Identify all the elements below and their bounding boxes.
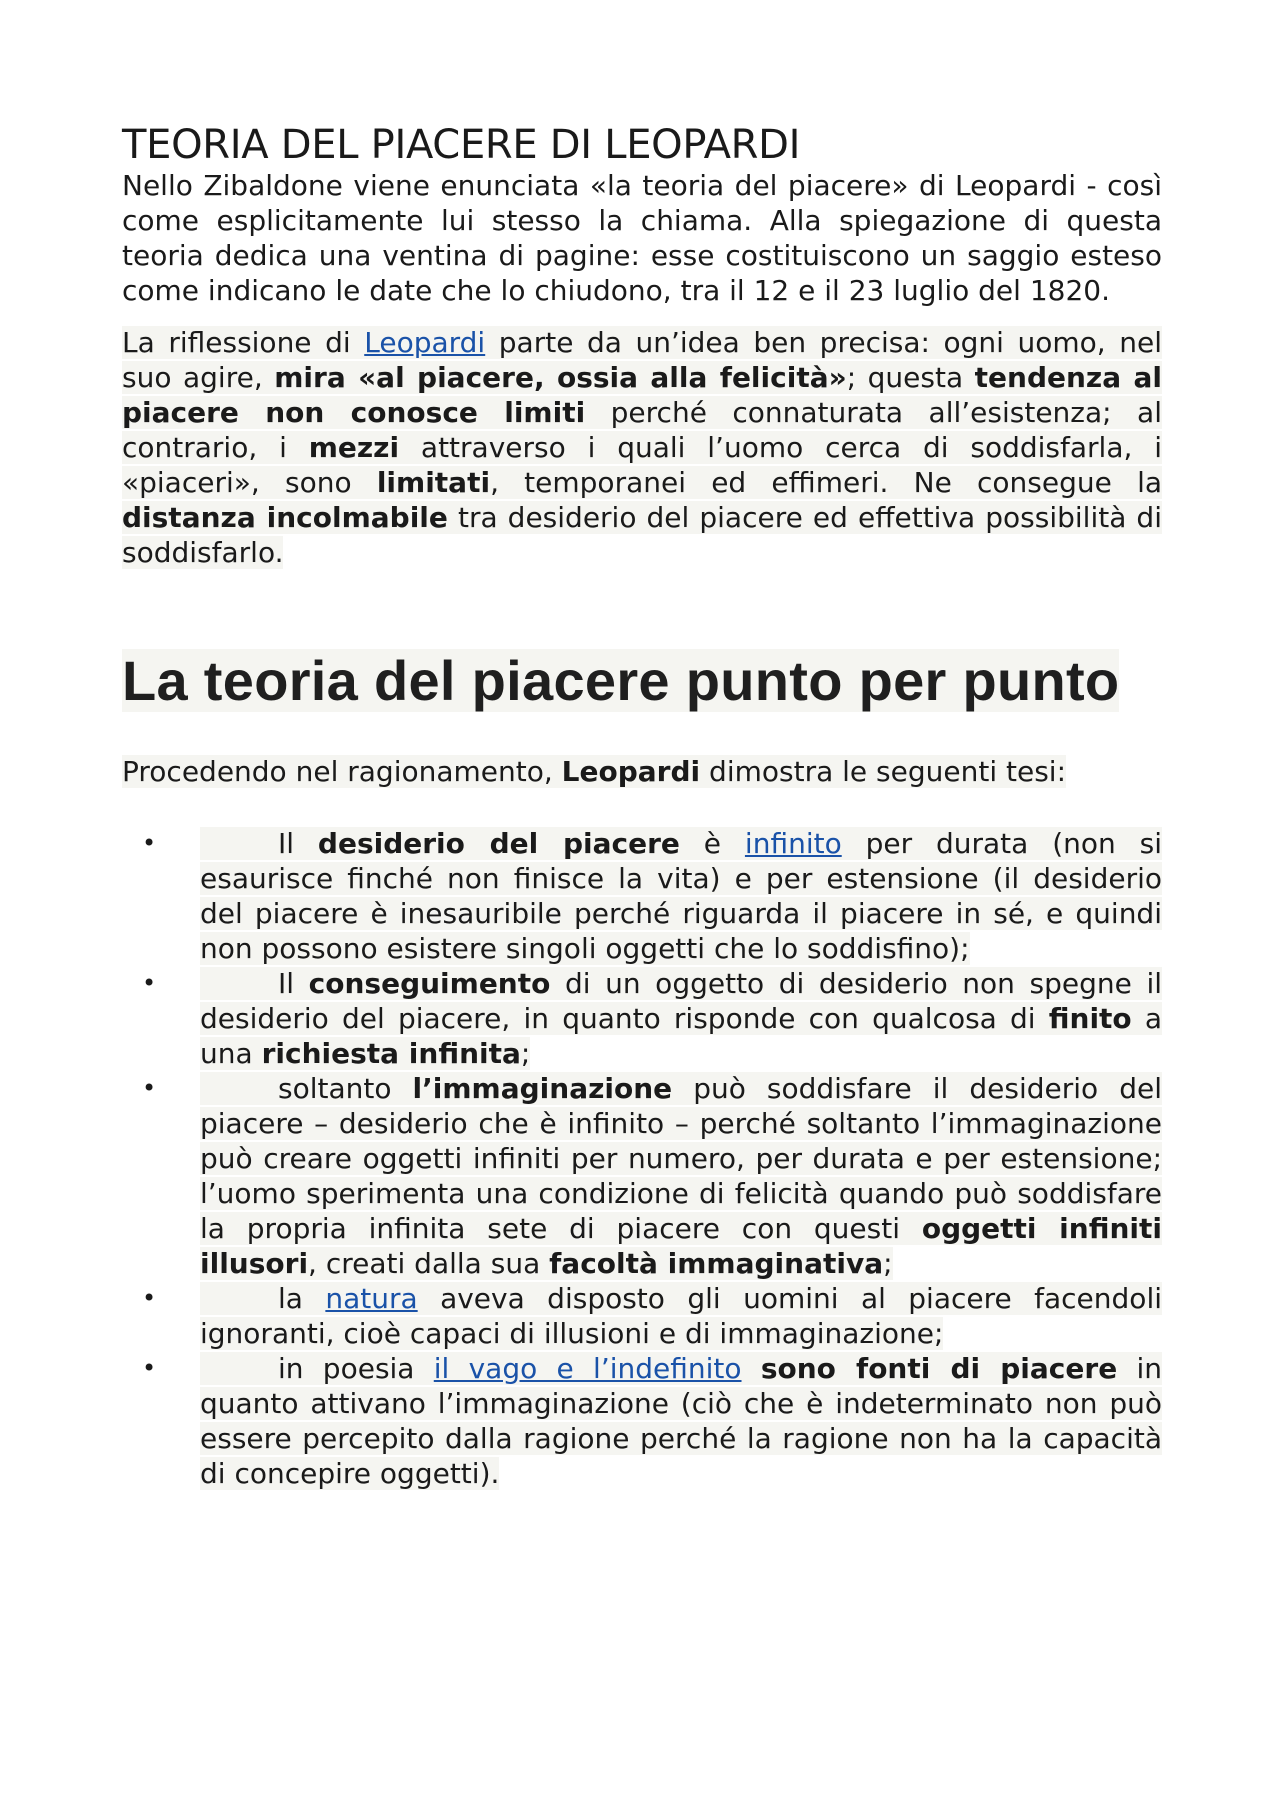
- document-title: TEORIA DEL PIACERE DI LEOPARDI: [122, 122, 801, 168]
- list-item: • soltanto l’immaginazione può soddisfare il desiderio del piacere – desiderio che è infinito – perché soltanto l’immaginazione può creare oggetti infiniti per numero, per durata e per estensione; l’uomo sperimenta una condizione di felicità quando può soddisfare la propria infinita sete di piacere con questi oggetti infiniti illusori, creati dalla sua facoltà immaginativa;: [142, 1072, 1162, 1280]
- intro-paragraph: Nello Zibaldone viene enunciata «la teoria del piacere» di Leopardi - così come esplicitamente lui stesso la chiama. Alla spiegazione di questa teoria dedica una ventina di pagine: esse costituiscono un saggio esteso come indicano le date che lo chiudono, tra il 12 e il 23 luglio del 1820.: [122, 169, 1162, 307]
- list-item: • la natura aveva disposto gli uomini al piacere facendoli ignoranti, cioè capaci di illusioni e di immaginazione;: [142, 1282, 1162, 1350]
- bullet-icon: •: [142, 969, 157, 997]
- natura-link[interactable]: natura: [325, 1282, 418, 1315]
- theses-intro: Procedendo nel ragionamento, Leopardi dimostra le seguenti tesi:: [122, 755, 1067, 788]
- bullet-icon: •: [142, 1284, 157, 1312]
- infinito-link[interactable]: infinito: [744, 827, 842, 860]
- list-item: • Il conseguimento di un oggetto di desiderio non spegne il desiderio del piacere, in quanto risponde con qualcosa di finito a una richiesta infinita;: [142, 967, 1163, 1070]
- bullet-icon: •: [142, 829, 157, 857]
- vago-indefinito-link[interactable]: il vago e l’indefinito: [433, 1352, 742, 1385]
- leopardi-link[interactable]: Leopardi: [364, 326, 486, 359]
- theses-list: [122, 826, 1162, 1491]
- list-item: • in poesia il vago e l’indefinito sono fonti di piacere in quanto attivano l’immaginazione (ciò che è indeterminato non può essere percepito dalla ragione perché la ragione non ha la capacità di concepire oggetti).: [142, 1352, 1162, 1490]
- bullet-icon: •: [142, 1354, 157, 1382]
- bullet-icon: •: [142, 1074, 157, 1102]
- section-heading: La teoria del piacere punto per punto: [122, 649, 1120, 712]
- document-content: [122, 122, 1162, 1491]
- reflection-paragraph: La riflessione di Leopardi parte da un’idea ben precisa: ogni uomo, nel suo agire, mira «al piacere, ossia alla felicità»; questa tendenza al piacere non conosce limiti perché connaturata all’esistenza; al contrario, i mezzi attraverso i quali l’uomo cerca di soddisfarla, i «piaceri», sono limitati, temporanei ed effimeri. Ne consegue la distanza incolmabile tra desiderio del piacere ed effettiva possibilità di soddisfarlo.: [122, 326, 1163, 569]
- list-item: • Il desiderio del piacere è infinito per durata (non si esaurisce finché non finisce la vita) e per estensione (il desiderio del piacere è inesauribile perché riguarda il piacere in sé, e quindi non possono esistere singoli oggetti che lo soddisfino);: [142, 827, 1163, 965]
